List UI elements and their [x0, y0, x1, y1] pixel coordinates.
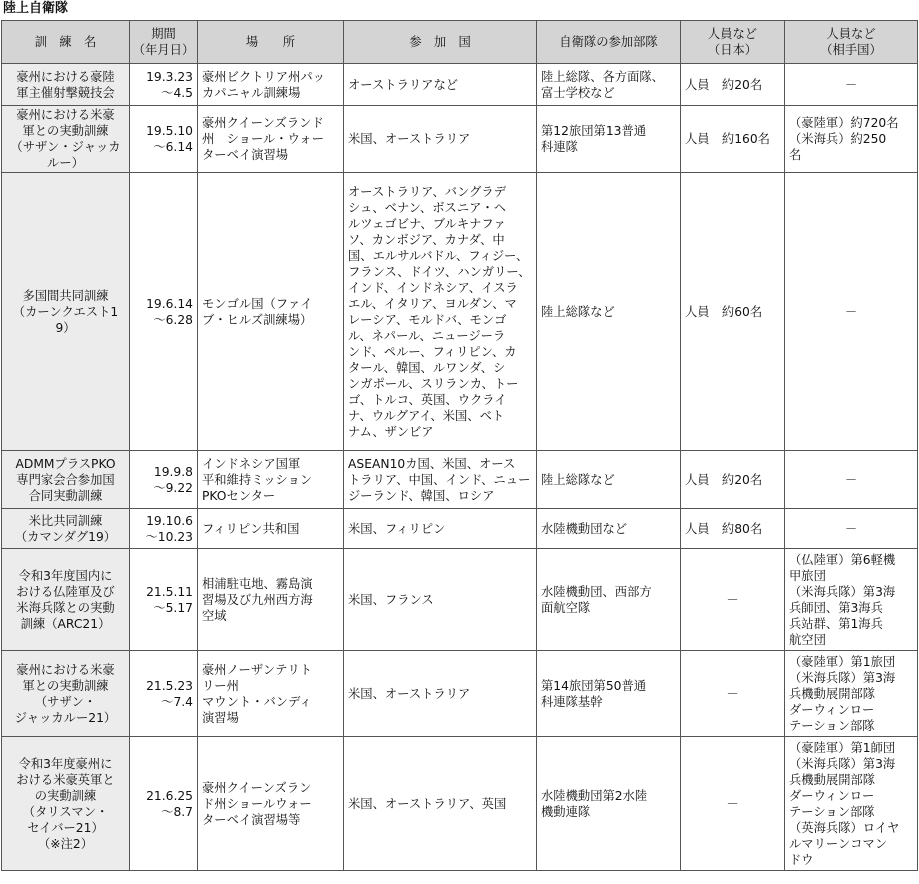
header-units: 自衛隊の参加部隊 — [537, 21, 681, 64]
row-personnel-jp: － — [681, 549, 785, 651]
header-personnel-partner: 人員など （相手国） — [785, 21, 918, 64]
row-personnel-partner: － — [785, 173, 918, 451]
page-title: 陸上自衛隊 — [3, 1, 69, 16]
row-units: 水陸機動団など — [537, 509, 681, 549]
row-personnel-jp: － — [681, 651, 785, 737]
row-name: 豪州における豪陸 軍主催射撃競技会 — [2, 64, 130, 106]
row-name: ADMMプラスPKO 専門家会合参加国 合同実動訓練 — [2, 451, 130, 509]
row-period: 21.5.11 ～5.17 — [130, 549, 198, 651]
row-personnel-jp: 人員 約20名 — [681, 451, 785, 509]
row-personnel-partner: （豪陸軍）第1旅団 （米海兵隊）第3海 兵機動展開部隊 ダーウィンロー テーション部隊 — [785, 651, 918, 737]
header-countries: 参 加 国 — [344, 21, 537, 64]
row-countries: オーストラリアなど — [344, 64, 537, 106]
row-period: 19.3.23 ～4.5 — [130, 64, 198, 106]
row-name: 多国間共同訓練 （カーンクエスト19） — [2, 173, 130, 451]
row-period: 19.6.14 ～6.28 — [130, 173, 198, 451]
row-period: 19.10.6 ～10.23 — [130, 509, 198, 549]
row-period: 21.6.25 ～8.7 — [130, 737, 198, 871]
row-name: 豪州における米豪 軍との実動訓練 （サザン・ジャッカルー） — [2, 106, 130, 173]
row-units: 第14旅団第50普通 科連隊基幹 — [537, 651, 681, 737]
row-countries: 米国、フィリピン — [344, 509, 537, 549]
row-units: 陸上総隊、各方面隊、 富士学校など — [537, 64, 681, 106]
row-personnel-partner: （仏陸軍）第6軽機 甲旅団 （米海兵隊）第3海 兵師団、第3海兵 兵站群、第1海兵 航空団 — [785, 549, 918, 651]
row-personnel-partner: － — [785, 64, 918, 106]
table-row — [2, 451, 918, 509]
row-personnel-jp: － — [681, 737, 785, 871]
row-countries: 米国、オーストラリア、英国 — [344, 737, 537, 871]
row-period: 21.5.23 ～7.4 — [130, 651, 198, 737]
header-row — [2, 21, 918, 64]
header-personnel-jp: 人員など （日本） — [681, 21, 785, 64]
table-row — [2, 106, 918, 173]
row-place: 豪州クイーンズランド 州 ショール・ウォー ターベイ演習場 — [198, 106, 344, 173]
row-personnel-jp: 人員 約160名 — [681, 106, 785, 173]
row-name: 豪州における米豪 軍との実動訓練 （サザン・ ジャッカルー21） — [2, 651, 130, 737]
row-units: 水陸機動団第2水陸 機動連隊 — [537, 737, 681, 871]
row-personnel-partner: （豪陸軍）約720名 （米海兵）約250 名 — [785, 106, 918, 173]
table-row — [2, 64, 918, 106]
table-row — [2, 737, 918, 871]
row-personnel-jp: 人員 約60名 — [681, 173, 785, 451]
row-place: 相浦駐屯地、霧島演 習場及び九州西方海 空域 — [198, 549, 344, 651]
row-name: 米比共同訓練 （カマンダグ19） — [2, 509, 130, 549]
row-units: 陸上総隊など — [537, 451, 681, 509]
row-personnel-jp: 人員 約20名 — [681, 64, 785, 106]
row-place: 豪州ノーザンテリト リー州 マウント・バンディ 演習場 — [198, 651, 344, 737]
row-countries: ASEAN10カ国、米国、オース トラリア、中国、インド、ニュー ジーランド、韓国、ロシア — [344, 451, 537, 509]
row-personnel-partner: （豪陸軍）第1師団 （米海兵隊）第3海 兵機動展開部隊 ダーウィンロー テーション部隊 （英海兵隊）ロイヤ ルマリーンコマン ドウ — [785, 737, 918, 871]
row-place: 豪州クイーンズラン ド州ショールウォー ターベイ演習場等 — [198, 737, 344, 871]
table-row — [2, 173, 918, 451]
row-place: 豪州ビクトリア州パッ カパニャル訓練場 — [198, 64, 344, 106]
row-period: 19.9.8 ～9.22 — [130, 451, 198, 509]
row-countries: 米国、オーストラリア — [344, 651, 537, 737]
row-name: 令和3年度豪州に おける米豪英軍と の実動訓練 （タリスマン・ セイバー21） （※注2） — [2, 737, 130, 871]
row-period: 19.5.10 ～6.14 — [130, 106, 198, 173]
row-personnel-partner: － — [785, 451, 918, 509]
table-row — [2, 651, 918, 737]
table-row — [2, 509, 918, 549]
row-place: インドネシア国軍 平和維持ミッション PKOセンター — [198, 451, 344, 509]
header-place: 場 所 — [198, 21, 344, 64]
row-name: 令和3年度国内に おける仏陸軍及び 米海兵隊との実動 訓練（ARC21） — [2, 549, 130, 651]
row-place: フィリピン共和国 — [198, 509, 344, 549]
row-units: 水陸機動団、西部方 面航空隊 — [537, 549, 681, 651]
table-row — [2, 549, 918, 651]
row-personnel-jp: 人員 約80名 — [681, 509, 785, 549]
row-personnel-partner: － — [785, 509, 918, 549]
row-units: 第12旅団第13普通 科連隊 — [537, 106, 681, 173]
row-countries: 米国、オーストラリア — [344, 106, 537, 173]
row-units: 陸上総隊など — [537, 173, 681, 451]
row-place: モンゴル国（ファイ ブ・ヒルズ訓練場） — [198, 173, 344, 451]
row-countries: 米国、フランス — [344, 549, 537, 651]
exercise-table — [1, 20, 918, 871]
row-countries: オーストラリア、バングラデ シュ、ベナン、ボスニア・ヘ ルツェゴビナ、ブルキナファ ソ、カンボジア、カナダ、中 国、エルサルバドル、フィジー、 フランス、ドイツ、ハンガリー、 インド、インドネシア、イスラ エル、イタリア、ヨルダン、マ レーシア、モルドバ、モンゴ ル、ネパール、ニュージーラ ンド、ペルー、フィリピン、カ タール、韓国、ルワンダ、シ ンガポール、スリランカ、トー ゴ、トルコ、英国、ウクライ ナ、ウルグアイ、米国、ベト ナム、ザンビア — [344, 173, 537, 451]
header-name: 訓 練 名 — [2, 21, 130, 64]
header-period: 期間 （年月日） — [130, 21, 198, 64]
